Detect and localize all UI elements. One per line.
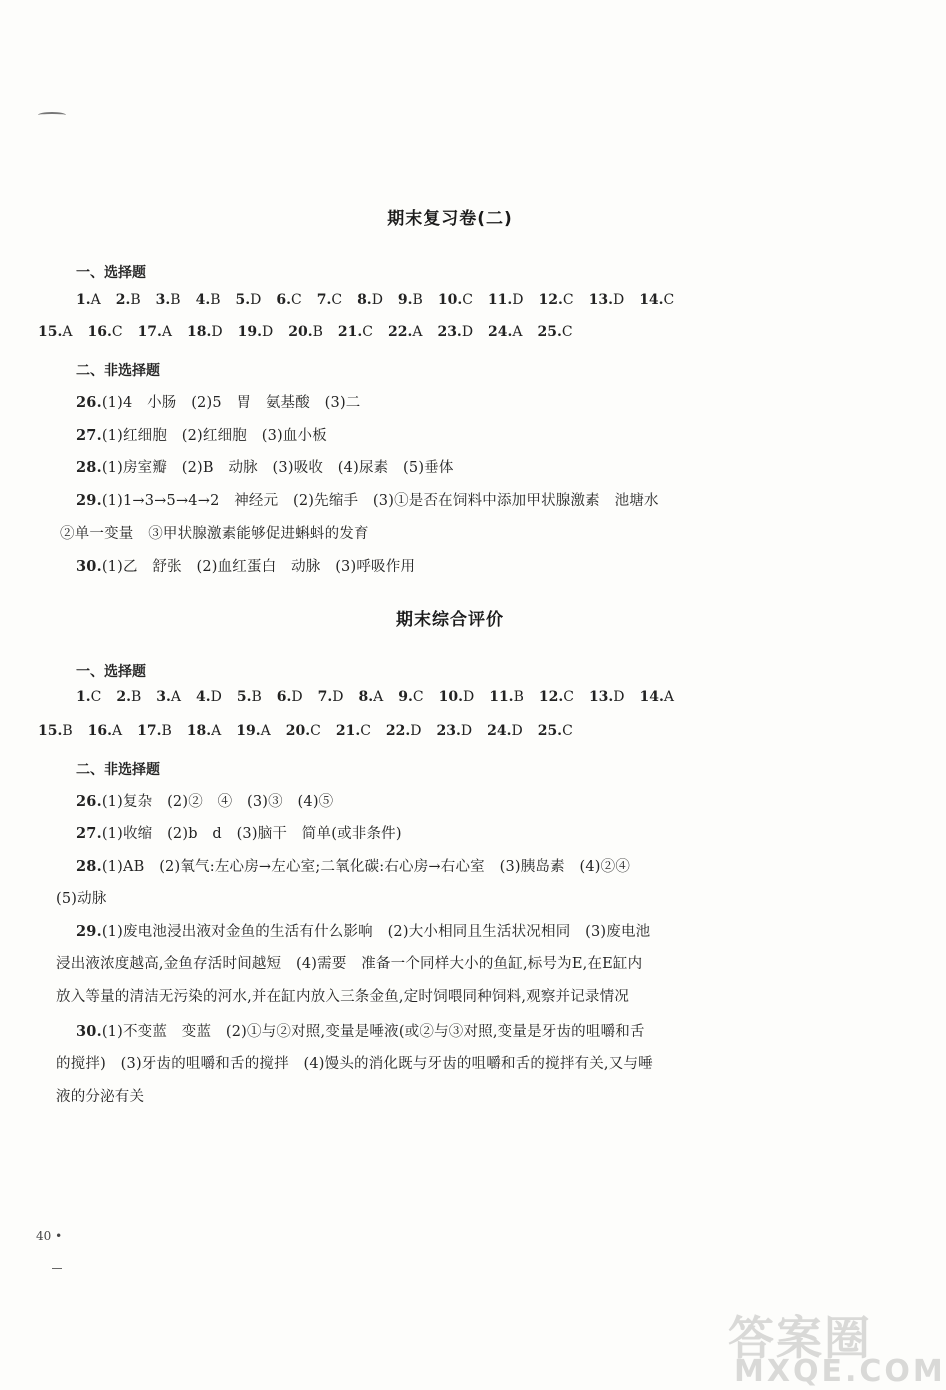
mc-answer-letter: C bbox=[111, 324, 123, 340]
mc-answer-item bbox=[187, 324, 223, 340]
mc-answer-letter: D bbox=[262, 324, 274, 340]
mc-question-number: 17. bbox=[137, 723, 162, 739]
mc-question-number: 20. bbox=[285, 723, 311, 739]
q-number: 29. bbox=[76, 492, 102, 509]
mc-answer-letter: C bbox=[412, 689, 424, 705]
mc-question-number: 16. bbox=[87, 723, 113, 739]
mc-answer-letter: A bbox=[161, 324, 173, 340]
nmc-heading-final: 二、非选择题 bbox=[76, 762, 160, 778]
answer-text: (1)乙 舒张 (2)血红蛋白 动脉 (3)呼吸作用 bbox=[101, 559, 416, 575]
mc-answer-letter: B bbox=[412, 292, 423, 308]
mc-answer-letter: C bbox=[90, 689, 102, 705]
mc-answer-letter: B bbox=[170, 292, 181, 308]
mc-answer-letter: C bbox=[362, 324, 373, 340]
mc-question-number: 4. bbox=[196, 689, 211, 705]
mc-answer-item bbox=[138, 324, 172, 340]
answer-text: (1)不变蓝 变蓝 (2)①与②对照,变量是唾液(或②与③对照,变量是牙齿的咀嚼和舌 bbox=[101, 1024, 645, 1040]
mc-answer-item bbox=[76, 292, 101, 308]
answer-q30-review2 bbox=[76, 555, 415, 576]
answer-q28-cont-final: (5)动脉 bbox=[56, 891, 107, 907]
answer-text: (1)红细胞 (2)红细胞 (3)血小板 bbox=[101, 428, 327, 444]
mc-question-number: 9. bbox=[398, 689, 413, 705]
mc-question-number: 12. bbox=[538, 292, 563, 308]
mc-answers-row2-review2 bbox=[38, 324, 588, 340]
mc-question-number: 25. bbox=[537, 324, 562, 340]
mc-answer-item bbox=[489, 689, 524, 705]
answer-q26-review2 bbox=[76, 391, 361, 412]
mc-answer-item bbox=[286, 723, 321, 739]
mc-answer-letter: C bbox=[462, 292, 473, 308]
mc-answer-item bbox=[488, 324, 522, 340]
answer-q29-cont2-final: 放入等量的清洁无污染的河水,并在缸内放入三条金鱼,定时饲喂同种饲料,观察并记录情况 bbox=[56, 989, 630, 1005]
mc-question-number: 22. bbox=[387, 324, 413, 340]
mc-question-number: 23. bbox=[436, 723, 461, 739]
mc-answers-row1-review2 bbox=[76, 292, 689, 308]
mc-question-number: 17. bbox=[137, 324, 162, 340]
mc-answer-item bbox=[236, 292, 262, 308]
mc-answer-letter: A bbox=[663, 689, 675, 705]
q-number: 27. bbox=[76, 825, 102, 842]
mc-answer-letter: C bbox=[561, 324, 573, 340]
mc-answer-letter: A bbox=[211, 723, 222, 739]
mc-answer-item bbox=[276, 292, 301, 308]
mc-answer-letter: C bbox=[291, 292, 302, 308]
mc-answer-item bbox=[386, 723, 422, 739]
mc-answer-letter: C bbox=[663, 292, 675, 308]
mc-answer-item bbox=[539, 689, 574, 705]
answer-text: (1)1→3→5→4→2 神经元 (2)先缩手 (3)①是否在饲料中添加甲状腺激素 池塘水 bbox=[101, 493, 659, 509]
mc-answer-item bbox=[196, 292, 221, 308]
mc-question-number: 8. bbox=[357, 292, 372, 308]
answer-q29-cont1-final: 浸出液浓度越高,金鱼存活时间越短 (4)需要 准备一个同样大小的鱼缸,标号为E,在E缸内 bbox=[56, 956, 643, 972]
mc-answer-letter: B bbox=[513, 689, 524, 705]
mc-answer-letter: C bbox=[331, 292, 343, 308]
mc-question-number: 13. bbox=[588, 689, 614, 705]
mc-question-number: 23. bbox=[437, 324, 462, 340]
mc-question-number: 2. bbox=[116, 689, 131, 705]
mc-question-number: 2. bbox=[115, 292, 131, 308]
mc-answer-item bbox=[156, 689, 181, 705]
watermark-logo bbox=[728, 1302, 946, 1389]
mc-question-number: 3. bbox=[156, 689, 171, 705]
mc-answer-letter: D bbox=[512, 292, 524, 308]
mc-answer-letter: C bbox=[563, 689, 574, 705]
q-number: 28. bbox=[76, 459, 102, 476]
mc-question-number: 15. bbox=[38, 324, 63, 340]
page-number: 40 • bbox=[36, 1229, 63, 1243]
mc-answer-letter: D bbox=[211, 324, 223, 340]
mc-answer-item bbox=[640, 689, 674, 705]
mc-question-number: 15. bbox=[38, 723, 63, 739]
answer-q27-review2 bbox=[76, 424, 327, 445]
mc-question-number: 7. bbox=[317, 689, 333, 705]
mc-answer-item bbox=[87, 324, 122, 340]
mc-answer-item bbox=[338, 324, 373, 340]
mc-answer-item bbox=[318, 689, 344, 705]
mc-question-number: 8. bbox=[358, 689, 374, 705]
answer-q30-cont2-final: 液的分泌有关 bbox=[56, 1089, 145, 1105]
mc-question-number: 18. bbox=[186, 723, 212, 739]
mc-answer-item bbox=[116, 689, 141, 705]
mc-answer-letter: D bbox=[460, 723, 473, 739]
mc-question-number: 3. bbox=[155, 292, 171, 308]
mc-answer-item bbox=[487, 723, 523, 739]
answer-text: (1)4 小肠 (2)5 胃 氨基酸 (3)二 bbox=[101, 395, 361, 411]
q-number: 26. bbox=[76, 793, 102, 810]
mc-answers-row2-final bbox=[38, 723, 588, 739]
answer-q29-final bbox=[76, 920, 650, 941]
mc-answer-item bbox=[196, 689, 222, 705]
mc-answer-item bbox=[398, 689, 423, 705]
answer-q26-final bbox=[76, 790, 333, 811]
mc-answer-letter: D bbox=[462, 689, 475, 705]
bottom-dash bbox=[52, 1268, 62, 1269]
mc-question-number: 24. bbox=[487, 723, 512, 739]
mc-question-number: 7. bbox=[316, 292, 332, 308]
mc-answer-letter: A bbox=[62, 324, 73, 340]
mc-heading-final: 一、选择题 bbox=[76, 664, 146, 680]
mc-question-number: 6. bbox=[276, 292, 291, 308]
mc-answer-item bbox=[137, 723, 172, 739]
mc-answer-letter: B bbox=[161, 723, 172, 739]
mc-heading-review2: 一、选择题 bbox=[76, 265, 146, 281]
mc-answer-item bbox=[488, 292, 524, 308]
section-title-review2: 期末复习卷(二) bbox=[387, 209, 513, 229]
mc-answer-item bbox=[437, 324, 473, 340]
corner-mark bbox=[38, 112, 66, 118]
mc-answer-letter: D bbox=[511, 723, 523, 739]
mc-answer-item bbox=[538, 723, 573, 739]
mc-answer-letter: D bbox=[210, 689, 222, 705]
mc-answer-item bbox=[589, 689, 625, 705]
answer-q29-cont-review2: ②单一变量 ③甲状腺激素能够促进蝌蚪的发育 bbox=[60, 526, 369, 542]
mc-answer-item bbox=[156, 292, 181, 308]
answer-q28-review2 bbox=[76, 456, 454, 477]
mc-answer-letter: C bbox=[562, 292, 574, 308]
q-number: 27. bbox=[76, 427, 102, 444]
mc-question-number: 20. bbox=[288, 324, 313, 340]
mc-answer-item bbox=[277, 689, 303, 705]
mc-answer-letter: A bbox=[373, 689, 384, 705]
mc-question-number: 22. bbox=[385, 723, 411, 739]
mc-answer-letter: D bbox=[461, 324, 474, 340]
mc-question-number: 5. bbox=[235, 292, 251, 308]
mc-answer-letter: B bbox=[130, 689, 142, 705]
mc-answer-item bbox=[398, 292, 423, 308]
mc-question-number: 9. bbox=[397, 292, 413, 308]
mc-question-number: 25. bbox=[537, 723, 563, 739]
mc-answer-letter: D bbox=[613, 689, 625, 705]
q-number: 26. bbox=[76, 394, 102, 411]
mc-answer-letter: C bbox=[310, 723, 321, 739]
mc-question-number: 10. bbox=[437, 292, 463, 308]
mc-answer-letter: B bbox=[62, 723, 73, 739]
mc-answer-item bbox=[639, 292, 674, 308]
mc-question-number: 10. bbox=[438, 689, 463, 705]
mc-answer-item bbox=[539, 292, 574, 308]
watermark-main: 答案圈 bbox=[728, 1311, 872, 1365]
mc-answers-row1-final bbox=[76, 689, 689, 705]
mc-question-number: 21. bbox=[335, 723, 361, 739]
mc-question-number: 12. bbox=[538, 689, 564, 705]
mc-answer-item bbox=[76, 689, 101, 705]
mc-answer-letter: A bbox=[112, 723, 123, 739]
mc-answer-item bbox=[288, 324, 323, 340]
answer-text: (1)收缩 (2)b d (3)脑干 简单(或非条件) bbox=[101, 826, 402, 842]
mc-answer-item bbox=[439, 689, 475, 705]
mc-question-number: 5. bbox=[236, 689, 252, 705]
mc-answer-letter: D bbox=[332, 689, 344, 705]
mc-question-number: 21. bbox=[337, 324, 363, 340]
mc-answer-item bbox=[336, 723, 371, 739]
nmc-heading-review2: 二、非选择题 bbox=[76, 363, 160, 379]
mc-answer-letter: B bbox=[312, 324, 323, 340]
mc-answer-letter: D bbox=[371, 292, 383, 308]
mc-answer-item bbox=[589, 292, 625, 308]
mc-question-number: 11. bbox=[489, 689, 514, 705]
answer-text: (1)房室瓣 (2)B 动脉 (3)吸收 (4)尿素 (5)垂体 bbox=[101, 460, 454, 476]
mc-question-number: 6. bbox=[276, 689, 292, 705]
answer-q30-cont1-final: 的搅拌) (3)牙齿的咀嚼和舌的搅拌 (4)馒头的消化既与牙齿的咀嚼和舌的搅拌有关,又与唾 bbox=[56, 1056, 653, 1072]
mc-answer-letter: D bbox=[612, 292, 625, 308]
mc-answer-item bbox=[437, 723, 473, 739]
mc-question-number: 13. bbox=[588, 292, 613, 308]
mc-answer-letter: A bbox=[512, 324, 523, 340]
mc-answer-letter: A bbox=[90, 292, 101, 308]
mc-answer-item bbox=[38, 324, 72, 340]
mc-answer-item bbox=[236, 723, 270, 739]
answer-text: (1)AB (2)氧气:左心房→左心室;二氧化碳:右心房→右心室 (3)胰岛素 (4)②④ bbox=[101, 859, 631, 875]
watermark-domain: MXQE.COM bbox=[734, 1354, 946, 1389]
mc-question-number: 19. bbox=[236, 723, 261, 739]
q-number: 30. bbox=[76, 1023, 102, 1040]
mc-question-number: 14. bbox=[639, 689, 664, 705]
mc-answer-item bbox=[38, 723, 73, 739]
answer-text: (1)废电池浸出液对金鱼的生活有什么影响 (2)大小相同且生活状况相同 (3)废电池 bbox=[101, 924, 651, 940]
mc-answer-item bbox=[357, 292, 383, 308]
mc-question-number: 19. bbox=[237, 324, 262, 340]
mc-answer-item bbox=[238, 324, 274, 340]
mc-question-number: 18. bbox=[187, 324, 212, 340]
answer-q29-review2 bbox=[76, 489, 659, 510]
mc-answer-item bbox=[317, 292, 342, 308]
mc-answer-letter: A bbox=[170, 689, 182, 705]
q-number: 30. bbox=[76, 558, 102, 575]
mc-answer-item bbox=[88, 723, 122, 739]
mc-answer-letter: D bbox=[250, 292, 262, 308]
mc-answer-letter: A bbox=[412, 324, 423, 340]
mc-answer-item bbox=[116, 292, 141, 308]
mc-question-number: 16. bbox=[87, 324, 112, 340]
answer-text: (1)复杂 (2)② ④ (3)③ (4)⑤ bbox=[101, 794, 334, 810]
mc-question-number: 14. bbox=[639, 292, 664, 308]
mc-answer-letter: C bbox=[360, 723, 371, 739]
mc-answer-letter: D bbox=[291, 689, 303, 705]
mc-question-number: 4. bbox=[195, 292, 211, 308]
mc-question-number: 11. bbox=[487, 292, 513, 308]
mc-question-number: 24. bbox=[488, 324, 513, 340]
mc-question-number: 1. bbox=[76, 292, 91, 308]
answer-q28-final bbox=[76, 855, 630, 876]
mc-answer-item bbox=[438, 292, 473, 308]
q-number: 28. bbox=[76, 858, 102, 875]
mc-answer-letter: D bbox=[410, 723, 422, 739]
q-number: 29. bbox=[76, 923, 102, 940]
mc-answer-letter: B bbox=[251, 689, 262, 705]
mc-answer-item bbox=[187, 723, 221, 739]
mc-answer-item bbox=[388, 324, 422, 340]
mc-question-number: 1. bbox=[76, 689, 91, 705]
mc-answer-letter: B bbox=[210, 292, 221, 308]
mc-answer-letter: C bbox=[562, 723, 573, 739]
mc-answer-item bbox=[538, 324, 573, 340]
mc-answer-item bbox=[359, 689, 384, 705]
mc-answer-letter: A bbox=[260, 723, 271, 739]
answer-q30-final bbox=[76, 1020, 645, 1041]
mc-answer-letter: B bbox=[130, 292, 141, 308]
section-title-final: 期末综合评价 bbox=[396, 610, 504, 630]
mc-answer-item bbox=[237, 689, 262, 705]
answer-q27-final bbox=[76, 822, 402, 843]
